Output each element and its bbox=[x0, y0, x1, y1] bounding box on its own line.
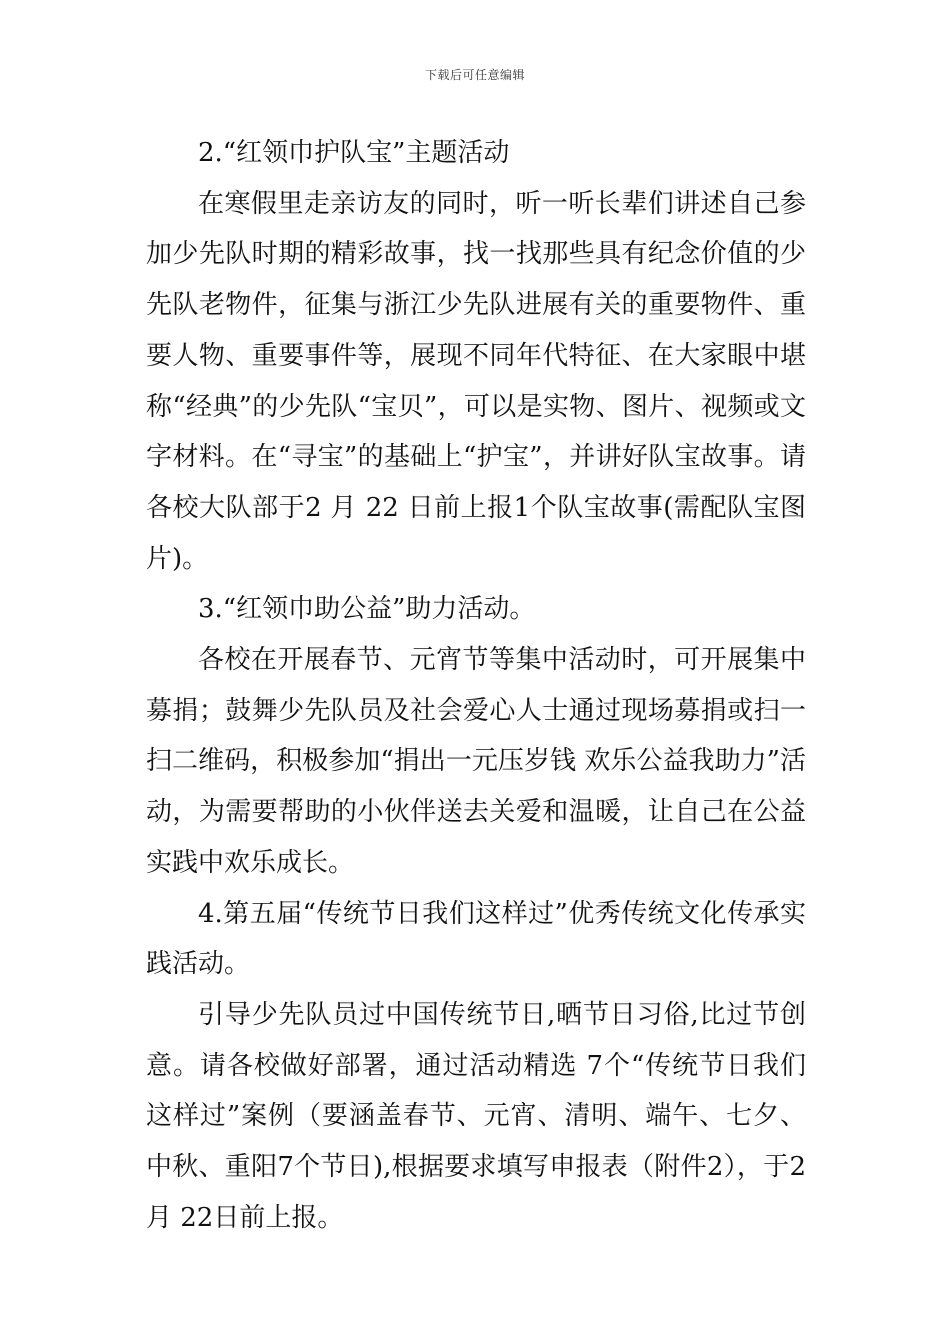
page-header-note: 下载后可任意编辑 bbox=[424, 68, 525, 82]
paragraph-treasure-activity: 在寒假里走亲访友的同时，听一听长辈们讲述自己参加少先队时期的精彩故事，找一找那些具有纪念价值的少先队老物件，征集与浙江少先队进展有关的重要物件、重要人物、重要事件等，展现不同年代特征、在大家眼中堪称“经典”的少先队“宝贝”，可以是实物、图片、视频或文字材料。在“寻宝”的基础上“护宝”，并讲好队宝故事。请各校大队部于2 月 22 日前上报1个队宝故事(需配队宝图片)。 bbox=[146, 188, 806, 574]
paragraph-festival-activity: 引导少先队员过中国传统节日,晒节日习俗,比过节创意。请各校做好部署，通过活动精选 7个“传统节日我们这样过”案例（要涵盖春节、元宵、清明、端午、七夕、中秋、重阳7个节日),根据要求填写申报表（附件2），于2月 22日前上报。 bbox=[146, 999, 806, 1233]
section-heading-2: 2.“红领巾护队宝”主题活动 bbox=[198, 138, 510, 168]
section-heading-4: 4.第五届“传统节日我们这样过”优秀传统文化传承实践活动。 bbox=[146, 898, 806, 980]
document-body bbox=[146, 128, 806, 1243]
paragraph-charity-activity: 各校在开展春节、元宵节等集中活动时，可开展集中募捐；鼓舞少先队员及社会爱心人士通过现场募捐或扫一扫二维码，积极参加“捐出一元压岁钱 欢乐公益我助力”活动，为需要帮助的小伙伴送去关爱和温暖，让自己在公益实践中欢乐成长。 bbox=[146, 645, 806, 878]
section-heading-3: 3.“红领巾助公益”助力活动。 bbox=[198, 594, 536, 625]
